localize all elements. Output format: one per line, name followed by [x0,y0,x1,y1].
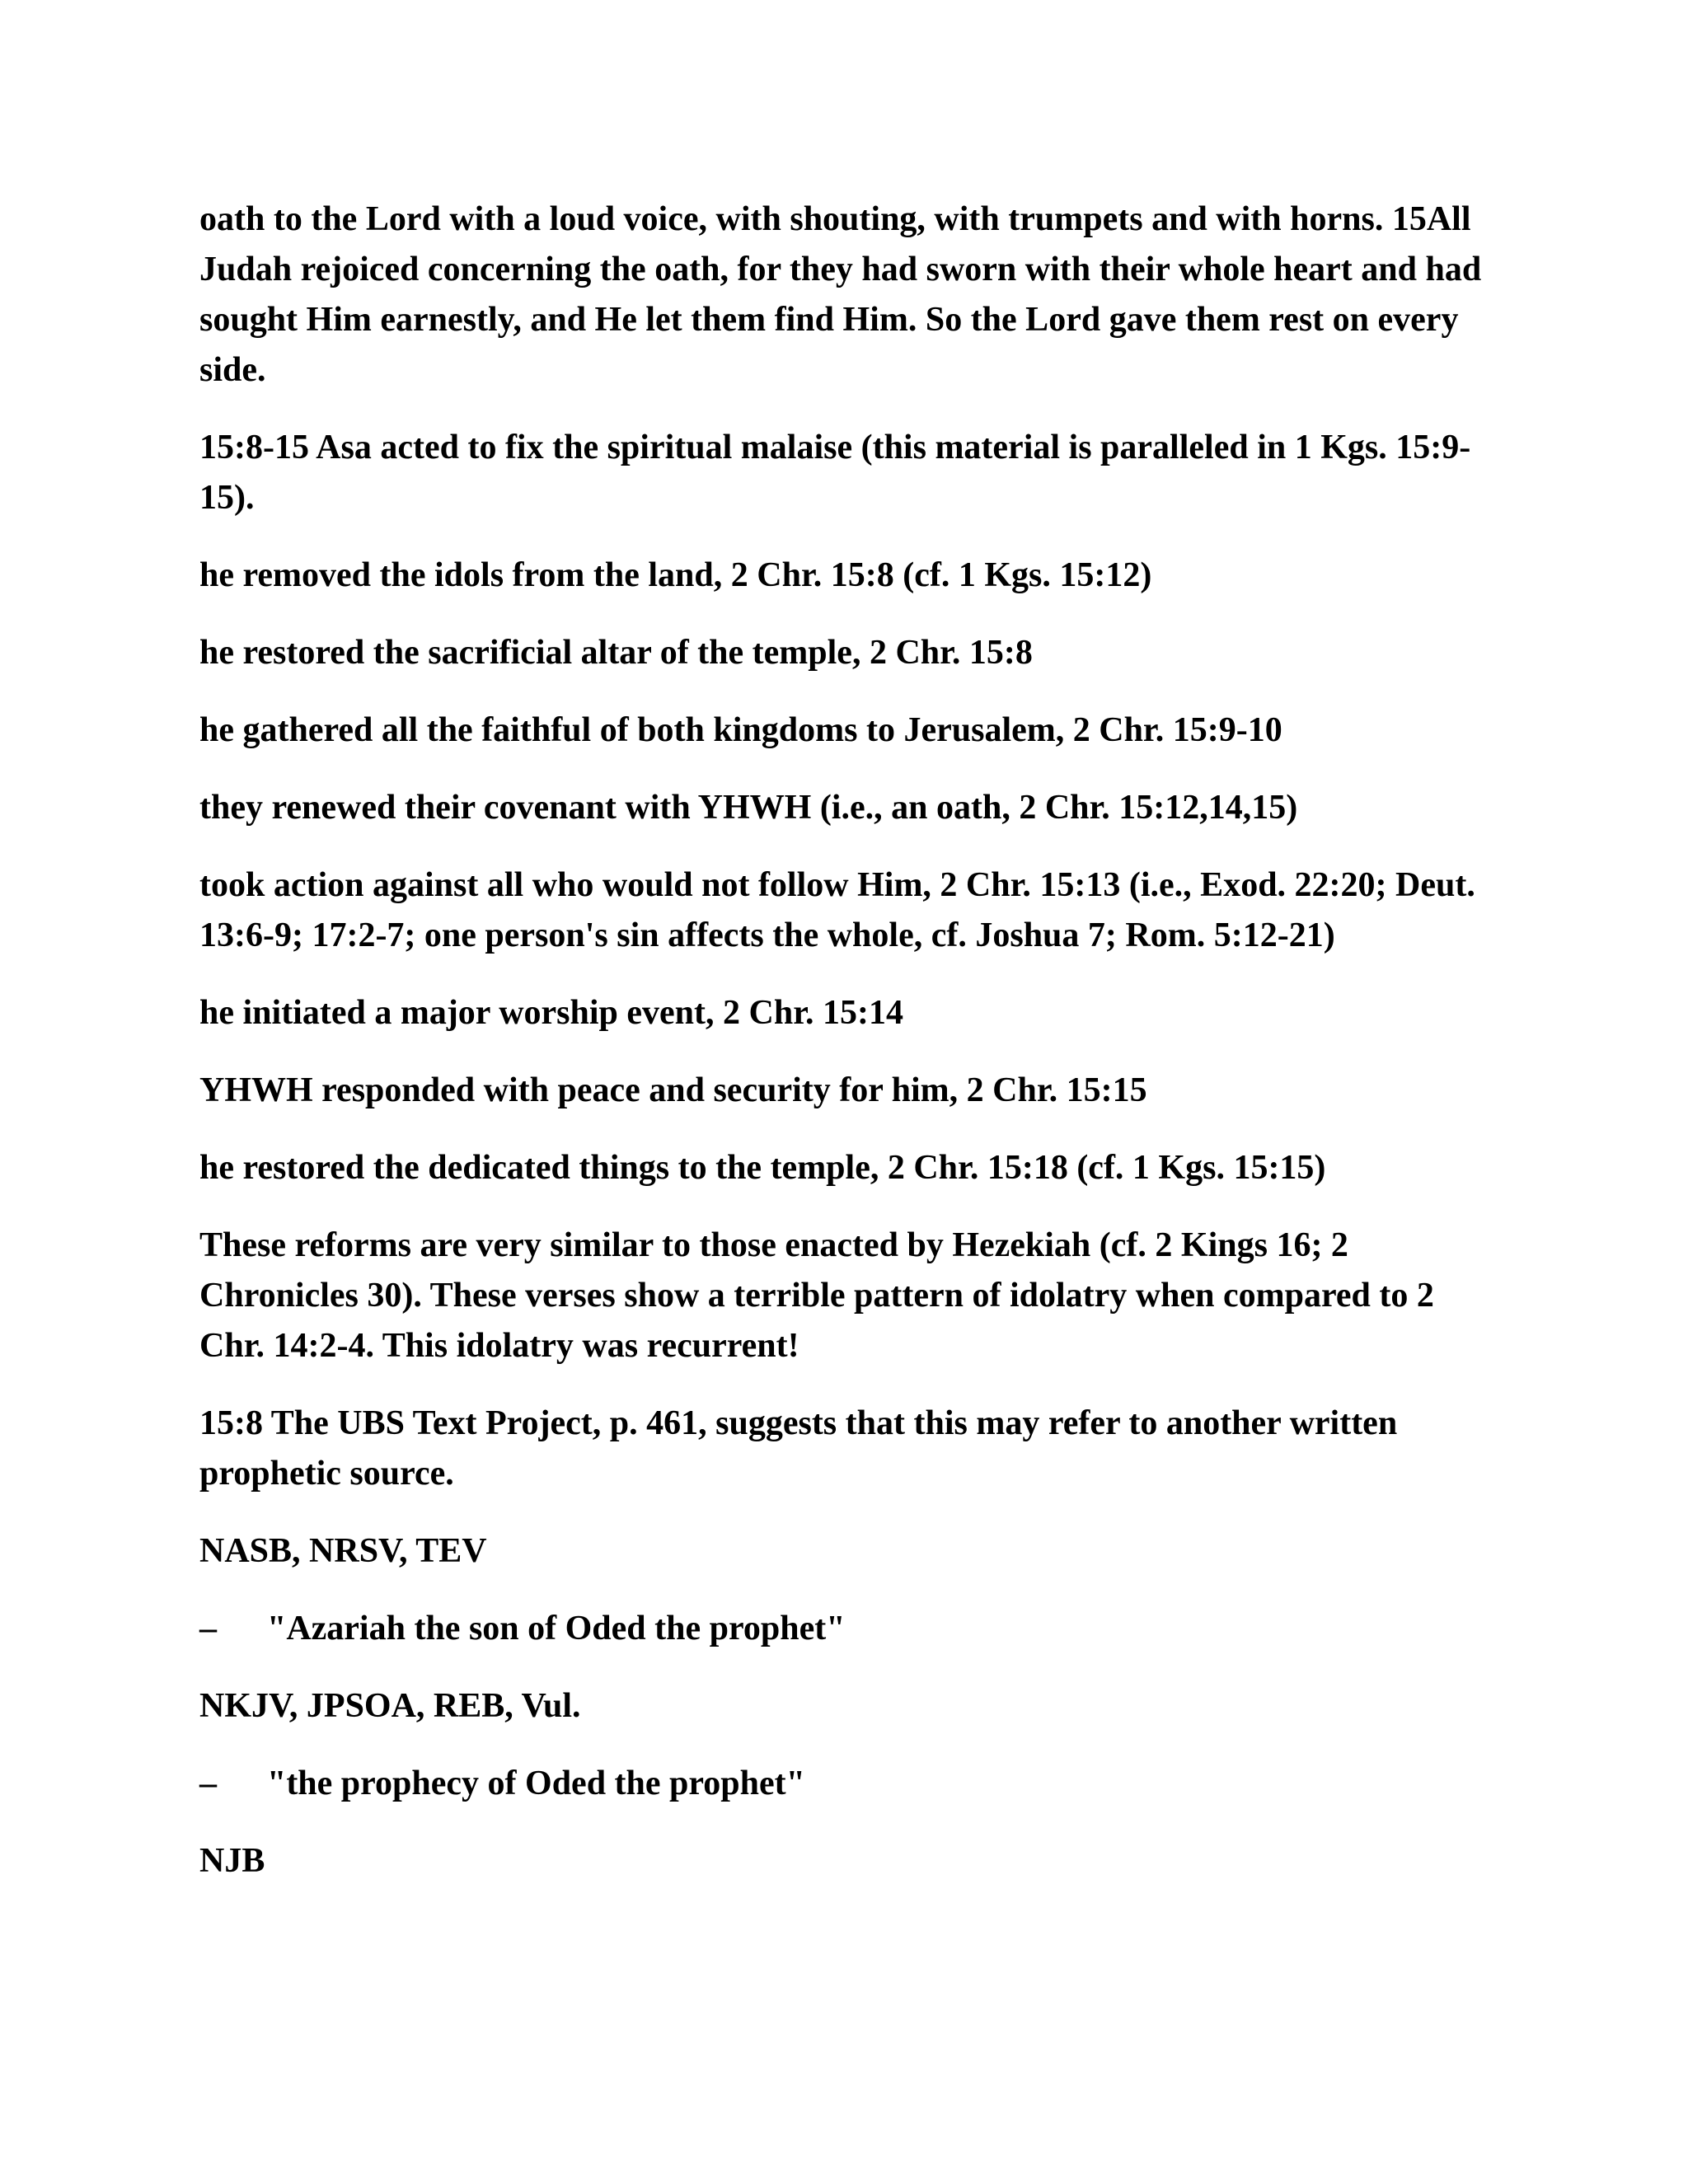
reform-list-item: he removed the idols from the land, 2 Chr. 15:8 (cf. 1 Kgs. 15:12) [199,556,1152,594]
reform-list-item: he initiated a major worship event, 2 Chr. 15:14 [199,994,903,1032]
reform-list-item: he restored the dedicated things to the temple, 2 Chr. 15:18 (cf. 1 Kgs. 15:15) [199,1149,1326,1187]
reform-list-item: he gathered all the faithful of both kingdoms to Jerusalem, 2 Chr. 15:9-10 [199,711,1282,749]
reform-list-item: took action against all who would not follow Him, 2 Chr. 15:13 (i.e., Exod. 22:20; Deut. 13:6-9; 17:2-7; one person's sin affects the whole, cf. Joshua 7; Rom. 5:12-21) [199,866,1475,954]
version-reading [199,1604,1502,1654]
dash-marker: – [199,1765,217,1802]
reform-list-item: YHWH responded with peace and security for him, 2 Chr. 15:15 [199,1071,1147,1109]
reform-list-item: he restored the sacrificial altar of the temple, 2 Chr. 15:8 [199,634,1033,672]
document-page [199,194,1502,1914]
reform-list-item: they renewed their covenant with YHWH (i.e., an oath, 2 Chr. 15:12,14,15) [199,789,1298,827]
commentary-paragraph: These reforms are very similar to those enacted by Hezekiah (cf. 2 Kings 16; 2 Chronicles 30). These verses show a terrible pattern of idolatry when compared to 2 Chr. 14:2-4. This idolatry was recurrent! [199,1226,1434,1365]
version-reading [199,1759,1502,1809]
dash-marker: – [199,1610,217,1647]
section-heading-paragraph: 15:8-15 Asa acted to fix the spiritual malaise (this material is paralleled in 1 Kgs. 15:9-15). [199,429,1471,517]
version-group-label: NJB [199,1842,265,1880]
version-group-label: NASB, NRSV, TEV [199,1532,487,1570]
version-reading-text: "the prophecy of Oded the prophet" [267,1765,805,1802]
version-reading-text: "Azariah the son of Oded the prophet" [267,1610,846,1647]
scripture-quote-paragraph: oath to the Lord with a loud voice, with shouting, with trumpets and with horns. 15All Judah rejoiced concerning the oath, for they had sworn with their whole heart and had sought Him earnestly, and He let them find Him. So the Lord gave them rest on every side. [199,200,1482,389]
version-group-label: NKJV, JPSOA, REB, Vul. [199,1687,581,1725]
text-note-paragraph: 15:8 The UBS Text Project, p. 461, suggests that this may refer to another written prophetic source. [199,1404,1398,1493]
